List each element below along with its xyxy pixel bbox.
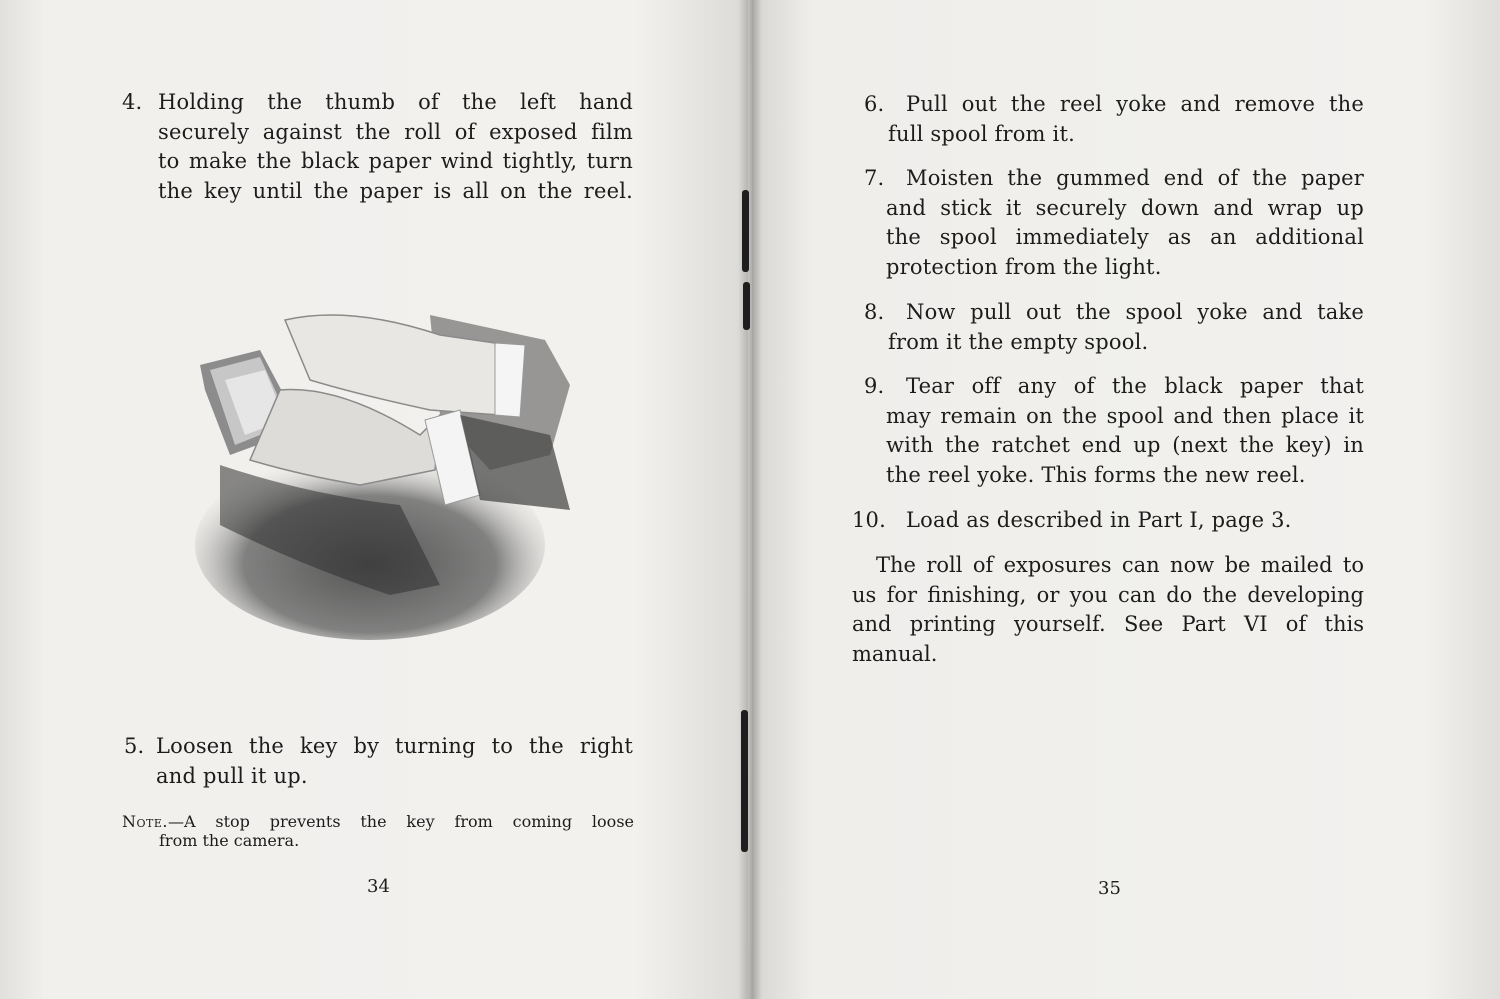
step-line: Now pull out the spool yoke and take [906,300,1364,324]
step-5 [124,732,633,791]
step-7 [864,164,1364,282]
note-line-2: from the camera. [159,831,300,850]
closing-paragraph [852,551,1364,669]
paragraph-line: and printing yourself. See Part VI of this [852,612,1364,636]
step-line: from it the empty spool. [888,329,1149,354]
step-line: the key until the paper is all on the reel. [158,178,633,203]
paragraph-line: The roll of exposures can now be mailed to [876,553,1364,577]
step-line: may remain on the spool and then place it [886,403,1364,428]
step-line: the reel yoke. This forms the new reel. [886,462,1306,487]
step-line: and pull it up. [156,763,308,788]
binding-stitch [743,282,750,330]
step-line: the spool immediately as an additional [886,225,1364,249]
left-page [0,0,748,999]
step-6 [864,90,1364,149]
step-line: with the ratchet end up (next the key) in [886,433,1364,457]
step-line: and stick it securely down and wrap up [886,195,1364,220]
step-8 [864,298,1364,357]
step-number: 8. [864,300,885,324]
step-line: Loosen the key by turning to the right [156,734,633,758]
step-line: to make the black paper wind tightly, turn [158,149,633,173]
binding-stitch [741,710,748,852]
step-line: Pull out the reel yoke and remove the [906,92,1364,116]
step-line: Load as described in Part I, page 3. [906,508,1292,532]
note-text: —A stop prevents the key from coming loose [167,812,634,831]
step-line: Holding the thumb of the left hand [158,90,633,114]
step-line: protection from the light. [886,254,1162,279]
step-number: 5. [124,734,145,758]
page-number: 35 [1098,878,1121,899]
step-line: full spool from it. [888,121,1075,146]
paragraph-line: manual. [852,641,938,666]
step-9 [864,372,1364,490]
step-line: securely against the roll of exposed film [158,119,633,144]
step-number: 6. [864,92,885,116]
note-label: Note. [122,812,168,831]
step-number: 7. [864,166,885,190]
paragraph-line: us for finishing, or you can do the developing [852,582,1364,607]
step-number: 10. [852,508,886,532]
note [122,812,634,850]
step-line: Moisten the gummed end of the paper [906,166,1364,190]
note-line-1 [122,812,634,831]
step-number: 4. [122,90,143,114]
hands-holding-camera-illustration [190,295,590,665]
binding-stitch [742,190,749,272]
step-line: Tear off any of the black paper that [906,374,1364,398]
step-4 [122,88,633,206]
step-number: 9. [864,374,885,398]
page-number: 34 [367,876,390,897]
step-10 [852,506,1364,536]
right-page [752,0,1500,999]
